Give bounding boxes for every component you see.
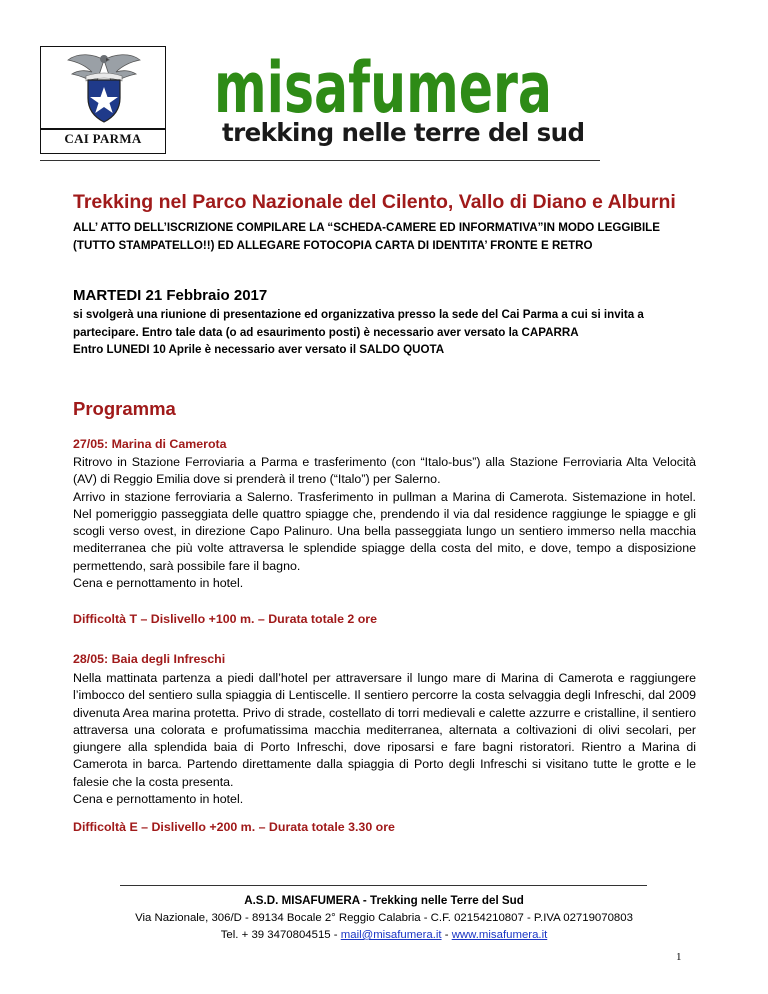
brand-name-text: misafumera — [214, 48, 552, 124]
footer-phone: Tel. + 39 3470804515 - — [220, 929, 341, 941]
day-2-description — [73, 670, 696, 808]
page-title: Trekking nel Parco Nazionale del Cilento, Vallo di Diano e Alburni — [73, 191, 676, 213]
day-1-paragraph: Ritrovo in Stazione Ferroviaria a Parma e trasferimento (con “Italo-bus”) alla Stazione Ferroviaria Alta Velocità (AV) di Reggio Emilia dove si prenderà il treno (“Italo”) per Salerno. — [73, 455, 696, 487]
meeting-description: si svolgerà una riunione di presentazione ed organizzativa presso la sede del Cai Parma a cui si invita a partecipare. Entro tale data (o ad esaurimento posti) è necessario aver versato la CAPARRA — [73, 308, 644, 339]
day-1-paragraph: Cena e pernottamento in hotel. — [73, 576, 244, 591]
meeting-info — [73, 306, 693, 359]
cai-eagle-star-emblem — [64, 50, 144, 126]
day-2-title: 28/05: Baia degli Infreschi — [73, 652, 226, 666]
footer-divider — [120, 885, 647, 886]
day-2-paragraph: Nella mattinata partenza a piedi dall’hotel per attraversare il lungo mare di Marina di Camerota e raggiungere l’imbocco del sentiero sulla spiaggia di Lentiscelle. Il sentiero percorre la costa selvaggia degli Infreschi, dal 2009 divenuta Area marina protetta. Privo di strade, costellato di torri medievali e calette azzurre e cristalline, il sentiero attraversa una colorata e profumatissima macchia mediterranea, alternata a coltivazioni di olivi secolari, per giungere alla splendida baia di Porto Infreschi, dove riposarsi e fare bagni ristoratori. Rientro a Marina di Camerota in barca. Partendo direttamente dalla spiaggia di Porto degli Infreschi si visitano tutte le grotte e le falesie che la costa presenta. — [73, 671, 696, 789]
saldo-deadline: Entro LUNEDI 10 Aprile è necessario aver versato il SALDO QUOTA — [73, 343, 445, 357]
cai-logo-divider — [40, 128, 166, 130]
footer-separator: - — [441, 929, 452, 941]
brand-tagline: trekking nelle terre del sud — [222, 118, 585, 147]
website-link[interactable]: www.misafumera.it — [451, 929, 548, 941]
cai-parma-label: CAI PARMA — [64, 131, 142, 146]
day-1-title: 27/05: Marina di Camerota — [73, 437, 227, 451]
footer-organization: A.S.D. MISAFUMERA - Trekking nelle Terre del Sud — [244, 894, 524, 907]
day-2-difficulty: Difficoltà E – Dislivello +200 m. – Durata totale 3.30 ore — [73, 820, 395, 834]
email-link[interactable]: mail@misafumera.it — [340, 929, 442, 941]
day-2-paragraph: Cena e pernottamento in hotel. — [73, 792, 244, 807]
day-1-description — [73, 454, 696, 592]
header-divider — [40, 160, 600, 161]
misafumera-logo — [214, 48, 554, 124]
registration-notice: ALL’ ATTO DELL’ISCRIZIONE COMPILARE LA “SCHEDA-CAMERE ED INFORMATIVA”IN MODO LEGGIBILE (TUTTO STAMPATELLO!!) ED ALLEGARE FOTOCOPIA CARTA DI IDENTITA’ FRONTE E RETRO — [73, 221, 660, 252]
footer-contact — [0, 929, 768, 941]
page-number: 1 — [676, 951, 682, 963]
programma-heading: Programma — [73, 398, 176, 419]
footer-address: Via Nazionale, 306/D - 89134 Bocale 2° Reggio Calabria - C.F. 02154210807 - P.IVA 02719070803 — [135, 912, 633, 924]
day-1-paragraph: Arrivo in stazione ferroviaria a Salerno. Trasferimento in pullman a Marina di Camerota. Sistemazione in hotel. Nel pomeriggio passeggiata delle quattro spiagge che, prendendo il via dal residence raggiunge le spiagge e gli scogli verso ovest, in direzione Capo Palinuro. Una bella passeggiata lungo un sentiero immerso nella macchia mediterranea che più volte attraversa le splendide spiagge della costa del mito, e dove, tempo a disposizione permettendo, sarà possibile fare il bagno. — [73, 489, 696, 573]
meeting-date: MARTEDI 21 Febbraio 2017 — [73, 287, 268, 304]
day-1-difficulty: Difficoltà T – Dislivello +100 m. – Durata totale 2 ore — [73, 612, 378, 626]
